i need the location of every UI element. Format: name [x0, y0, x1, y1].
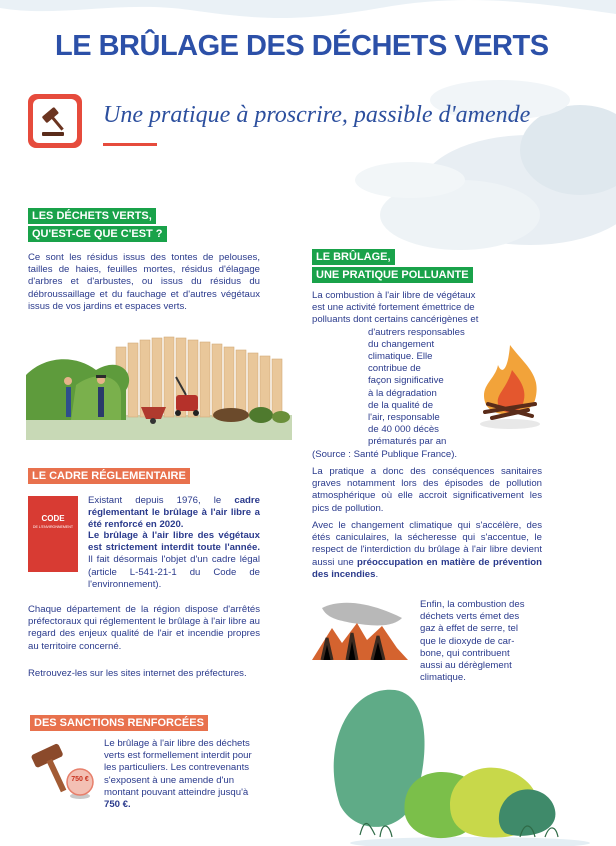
wave-decoration: [0, 0, 616, 30]
text-line: du changement: [368, 338, 435, 350]
cadre-paragraph-4: Retrouvez-les sur les sites internet des préfectures.: [28, 668, 247, 679]
page-subtitle: Une pratique à proscrire, passible d'amende: [103, 102, 531, 128]
section-tag-line: UNE PRATIQUE POLLUANTE: [312, 267, 473, 283]
book-title: CODE: [41, 514, 65, 523]
text-line: La combustion à l'air libre de végétaux: [312, 290, 476, 301]
text-line: polluants dont certains cancérigènes et: [312, 314, 479, 326]
section-tag-line: QU'EST-CE QUE C'EST ?: [28, 226, 167, 242]
text-line: gaz à effet de serre, tel: [420, 623, 518, 635]
coin-value: 750 €: [71, 776, 89, 783]
page-title: LE BRÛLAGE DES DÉCHETS VERTS: [55, 30, 549, 62]
text-line: climatique.: [420, 672, 466, 684]
text-line: déchets verts émet des: [420, 611, 520, 623]
pollution-paragraph-2: La pratique a donc des conséquences sanitaires graves notamment lors des épisodes de pollution atmosphérique où elle accroit significativement les pics de pollution.: [312, 466, 542, 514]
subtitle-underline: [103, 143, 157, 146]
text-line: de 40 000 décès: [368, 424, 439, 436]
section-tag-line: DES SANCTIONS RENFORCÉES: [30, 715, 208, 731]
text-span: Avec le changement climatique qui s'accélère, des étés caniculaires, la sécheresse qui s'accentue, le respect de l'interdiction du brûlage à l'air libre devient aussi une: [312, 520, 542, 568]
text-span-bold: cadre réglementant le brûlage à l'air libre a été renforcé en 2020.: [88, 495, 260, 531]
trees-illustration: [320, 685, 590, 846]
text-span: Existant depuis 1976, le: [88, 495, 235, 506]
section-pollution-tag: [312, 247, 473, 283]
text-span: Le brûlage à l'air libre des déchets verts est formellement interdit pour les particuliers. Les contrevenants s'exposent à une amende d'un montant pouvant atteindre jusqu'à: [104, 738, 252, 798]
dechets-body: Ce sont les résidus issus des tontes de pelouses, tailles de haies, feuilles mortes, résidus d'élagage d'arbres et d'arbustes, ou issus du résidus du débroussaillage et du fauchage et d'autres végétaux issus de vos jardins et espaces verts.: [28, 252, 260, 312]
text-line: l'air, responsable: [368, 412, 440, 424]
section-sanctions-tag: [30, 713, 208, 731]
book-subtitle: DE L'ENVIRONNEMENT: [32, 525, 74, 529]
text-span-bold: Le brûlage à l'air libre des végétaux est strictement interdit toute l'année.: [88, 530, 260, 554]
text-span-bold: 750 €.: [104, 799, 131, 811]
section-tag-line: LES DÉCHETS VERTS,: [28, 208, 156, 224]
section-cadre-tag: [28, 466, 190, 484]
text-line: est une activité fortement émettrice de: [312, 302, 475, 314]
text-line: (Source : Santé Publique France).: [312, 448, 458, 460]
wildfire-illustration: [312, 598, 408, 660]
section-tag-line: LE BRÛLAGE,: [312, 249, 395, 265]
gavel-icon: [33, 99, 77, 143]
text-line: de la qualité de: [368, 399, 434, 411]
text-line: prématurés par an: [368, 436, 447, 448]
text-span: .: [375, 568, 379, 580]
text-line: façon significative: [368, 375, 444, 387]
text-line: aussi au dérèglement: [420, 660, 512, 672]
gavel-logo: [28, 94, 82, 148]
text-span-bold: préoccupation en matière de prévention des incendies: [312, 556, 542, 580]
text-line: climatique. Elle: [368, 351, 433, 363]
text-line: Enfin, la combustion des: [420, 599, 525, 610]
text-line: à la dégradation: [368, 387, 437, 399]
text-span: Il fait désormais l'objet d'un cadre légal (article L-541-21-1 du Code de l'environnement).: [88, 554, 260, 590]
text-line: que le dioxyde de car-: [420, 635, 515, 647]
cadre-paragraph-3: Chaque département de la région dispose d'arrêtés préfectoraux qui réglementent le brûlage à l'air libre au regard des enjeux qualité de l'air et incendie propres au territoire concerné.: [28, 604, 260, 652]
section-dechets-tag: [28, 206, 167, 242]
pollution-paragraph-4: [420, 599, 544, 684]
pollution-paragraph-3: [312, 520, 542, 581]
sanctions-paragraph: [104, 738, 260, 811]
cloud-background: [300, 40, 616, 270]
section-tag-line: LE CADRE RÉGLEMENTAIRE: [28, 468, 190, 484]
text-line: d'autrers responsables: [368, 326, 465, 338]
fire-illustration: [470, 340, 550, 430]
cadre-paragraph-2-block: [28, 530, 260, 591]
garden-illustration: [26, 335, 292, 440]
cadre-paragraph-1: [88, 495, 260, 532]
text-line: contribue de: [368, 363, 421, 375]
gavel-coin-illustration: [30, 738, 100, 802]
text-line: bone, qui contribuent: [420, 647, 510, 659]
